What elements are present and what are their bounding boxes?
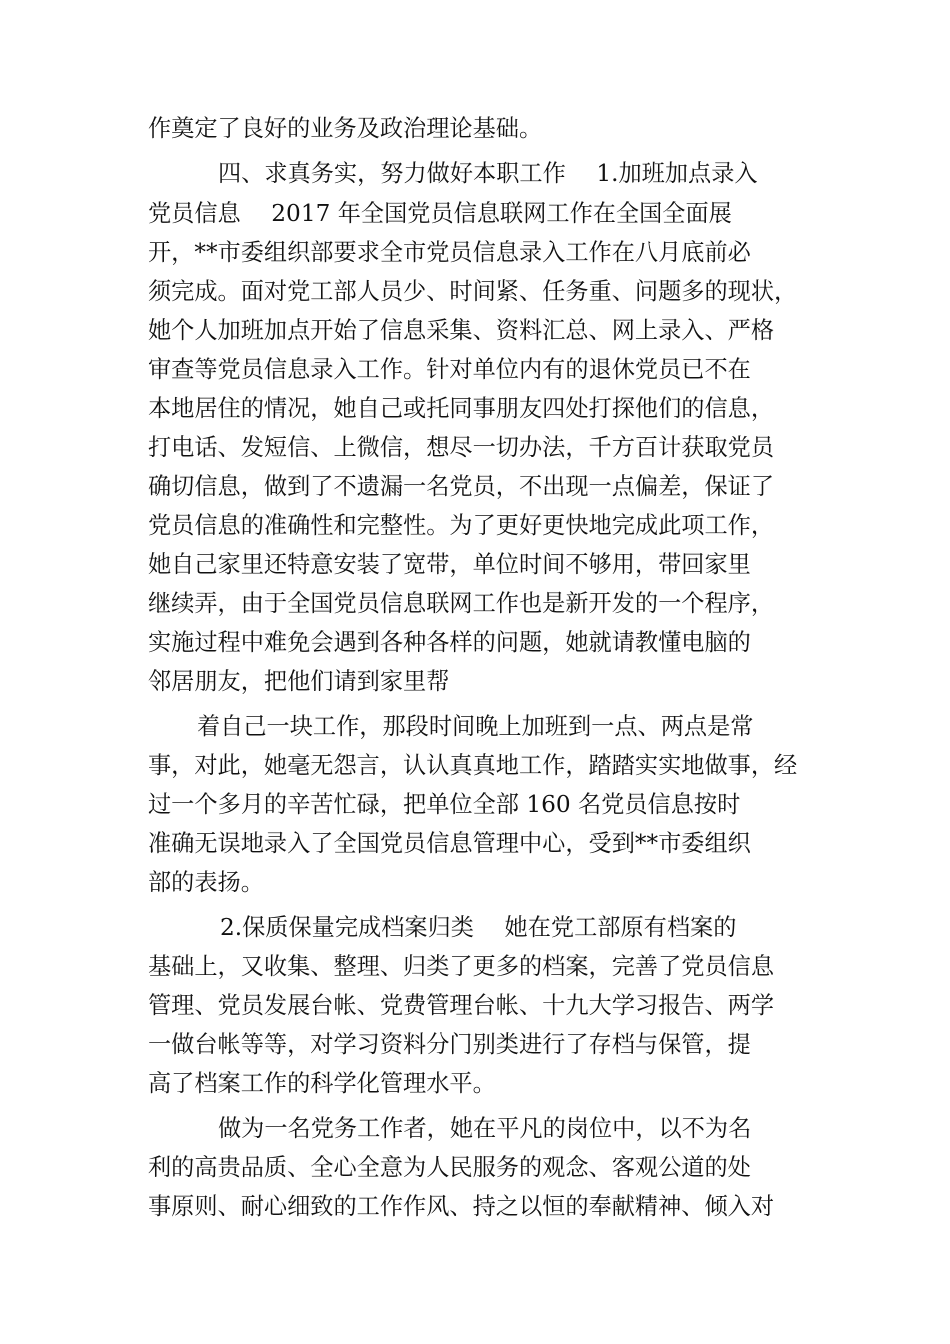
text-line: 准确无误地录入了全国党员信息管理中心，受到**市委组织 <box>148 830 751 857</box>
text-line: 她自己家里还特意安装了宽带，单位时间不够用，带回家里 <box>148 551 751 578</box>
text-line: 实施过程中难免会遇到各种各样的问题，她就请教懂电脑的 <box>148 629 751 656</box>
text-line: 事原则、耐心细致的工作作风、持之以恒的奉献精神、倾入对 <box>148 1193 775 1220</box>
text-line: 部的表扬。 <box>148 869 264 896</box>
text-line: 作奠定了良好的业务及政治理论基础。 <box>148 115 543 142</box>
text-line: 开，**市委组织部要求全市党员信息录入工作在八月底前必 <box>148 239 751 266</box>
text-line: 基础上，又收集、整理、归类了更多的档案，完善了党员信息 <box>148 953 775 980</box>
text-line: 党员信息 2017 年全国党员信息联网工作在全国全面展 <box>148 200 732 227</box>
text-line: 本地居住的情况，她自己或托同事朋友四处打探他们的信息， <box>148 395 775 422</box>
text-line: 高了档案工作的科学化管理水平。 <box>148 1070 496 1097</box>
text-line: 2.保质保量完成档案归类 她在党工部原有档案的 <box>220 914 737 941</box>
text-line: 党员信息的准确性和完整性。为了更好更快地完成此项工作， <box>148 512 775 539</box>
text-line: 继续弄，由于全国党员信息联网工作也是新开发的一个程序， <box>148 590 775 617</box>
text-line: 利的高贵品质、全心全意为人民服务的观念、客观公道的处 <box>148 1154 751 1181</box>
text-line: 确切信息，做到了不遗漏一名党员，不出现一点偏差，保证了 <box>148 473 775 500</box>
text-line: 着自己一块工作，那段时间晚上加班到一点、两点是常 <box>197 713 754 740</box>
text-line: 审查等党员信息录入工作。针对单位内有的退休党员已不在 <box>148 356 751 383</box>
text-line: 打电话、发短信、上微信，想尽一切办法，千方百计获取党员 <box>148 434 775 461</box>
text-line: 邻居朋友，把他们请到家里帮 <box>148 668 450 695</box>
text-line: 做为一名党务工作者，她在平凡的岗位中，以不为名 <box>218 1115 752 1142</box>
text-line: 过一个多月的辛苦忙碌，把单位全部 160 名党员信息按时 <box>148 791 741 818</box>
text-line: 须完成。面对党工部人员少、时间紧、任务重、问题多的现状， <box>148 278 798 305</box>
text-line: 管理、党员发展台帐、党费管理台帐、十九大学习报告、两学 <box>148 992 775 1019</box>
text-line: 她个人加班加点开始了信息采集、资料汇总、网上录入、严格 <box>148 317 775 344</box>
text-line: 事，对此，她毫无怨言，认认真真地工作，踏踏实实地做事，经 <box>148 752 798 779</box>
text-line: 四、求真务实，努力做好本职工作 1.加班加点录入 <box>218 160 758 187</box>
text-line: 一做台帐等等，对学习资料分门别类进行了存档与保管，提 <box>148 1031 751 1058</box>
